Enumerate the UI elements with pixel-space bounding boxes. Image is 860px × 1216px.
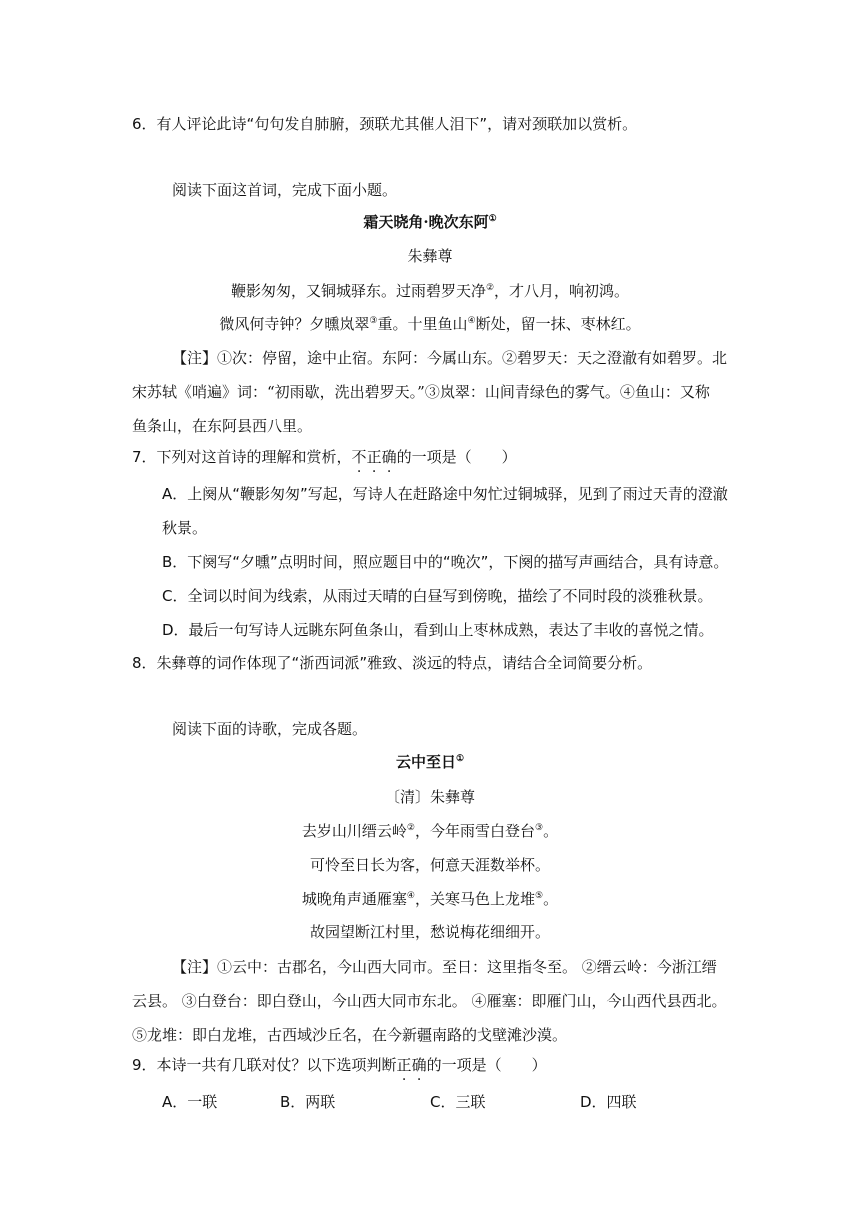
passage2-note-line-3: ⑤龙堆：即白龙堆，古西域沙丘名，在今新疆南路的戈壁滩沙漠。 <box>132 1026 568 1044</box>
passage1-note-line-1: 【注】①次：停留，途中止宿。东阿：今属山东。②碧罗天：天之澄澈有如碧罗。北 <box>172 349 728 367</box>
poem2-line-3: 城晚角声通雁塞④，关寒马色上龙堆⑤。 <box>301 890 559 908</box>
passage2-note-line-2: 云县。 ③白登台：即白登山，今山西大同市东北。 ④雁塞：即雁门山，今山西代县西北。 <box>132 992 727 1010</box>
question-8: 8．朱彝尊的词作体现了“浙西词派”雅致、淡远的特点，请结合全词简要分析。 <box>132 654 653 672</box>
question-7-option-d: D．最后一句写诗人远眺东阿鱼条山，看到山上枣林成熟，表达了丰收的喜悦之情。 <box>162 621 714 639</box>
passage2-note-line-1: 【注】①云中：古郡名，今山西大同市。至日：这里指冬至。 ②缙云岭：今浙江缙 <box>172 958 717 976</box>
passage1-note-line-3: 鱼条山，在东阿县西八里。 <box>132 417 313 435</box>
question-7-option-c: C．全词以时间为线索，从雨过天晴的白昼写到傍晚，描绘了不同时段的淡雅秋景。 <box>162 587 713 605</box>
question-7-stem: 7．下列对这首诗的理解和赏析，不正确的一项是（ ） <box>132 448 517 466</box>
poem1-line-1: 鞭影匆匆，又铜城驿东。过雨碧罗天净②，才八月，响初鸿。 <box>230 282 630 300</box>
poem1-line-2: 微风何寺钟？夕曛岚翠③重。十里鱼山④断处，留一抹、枣林红。 <box>219 315 641 333</box>
passage2-title: 云中至日① <box>395 753 465 771</box>
passage1-title: 霜天晓角·晚次东阿① <box>363 213 497 231</box>
question-9-stem: 9．本诗一共有几联对仗？以下选项判断正确的一项是（ ） <box>132 1056 547 1074</box>
question-7-option-a-line-2: 秋景。 <box>162 519 208 537</box>
question-9-option-a: A．一联 <box>162 1093 218 1111</box>
question-7-option-b: B．下阕写“夕曛”点明时间，照应题目中的“晚次”，下阕的描写声画结合，具有诗意。 <box>162 553 729 571</box>
passage1-author: 朱彝尊 <box>407 247 453 265</box>
passage2-author: 〔清〕朱彝尊 <box>384 788 475 806</box>
poem2-line-1: 去岁山川缙云岭②，今年雨雪白登台③。 <box>301 822 559 840</box>
passage1-note-line-2: 宋苏轼《哨遍》词：“初雨歇，洗出碧罗天。”③岚翠：山间青绿色的雾气。④鱼山：又称 <box>132 383 710 401</box>
poem2-line-2: 可怜至日长为客，何意天涯数举杯。 <box>309 856 550 874</box>
question-9-option-d: D．四联 <box>580 1093 637 1111</box>
passage2-intro: 阅读下面的诗歌，完成各题。 <box>172 720 368 738</box>
passage1-intro: 阅读下面这首词，完成下面小题。 <box>172 181 398 199</box>
question-7-option-a-line-1: A．上阕从“鞭影匆匆”写起，写诗人在赶路途中匆忙过铜城驿，见到了雨过天青的澄澈 <box>162 485 728 503</box>
question-6: 6．有人评论此诗“句句发自肺腑，颈联尤其催人泪下”，请对颈联加以赏析。 <box>132 115 638 133</box>
question-9-option-c: C．三联 <box>430 1093 486 1111</box>
poem2-line-4: 故园望断江村里，愁说梅花细细开。 <box>309 923 550 941</box>
question-9-option-b: B．两联 <box>280 1093 336 1111</box>
